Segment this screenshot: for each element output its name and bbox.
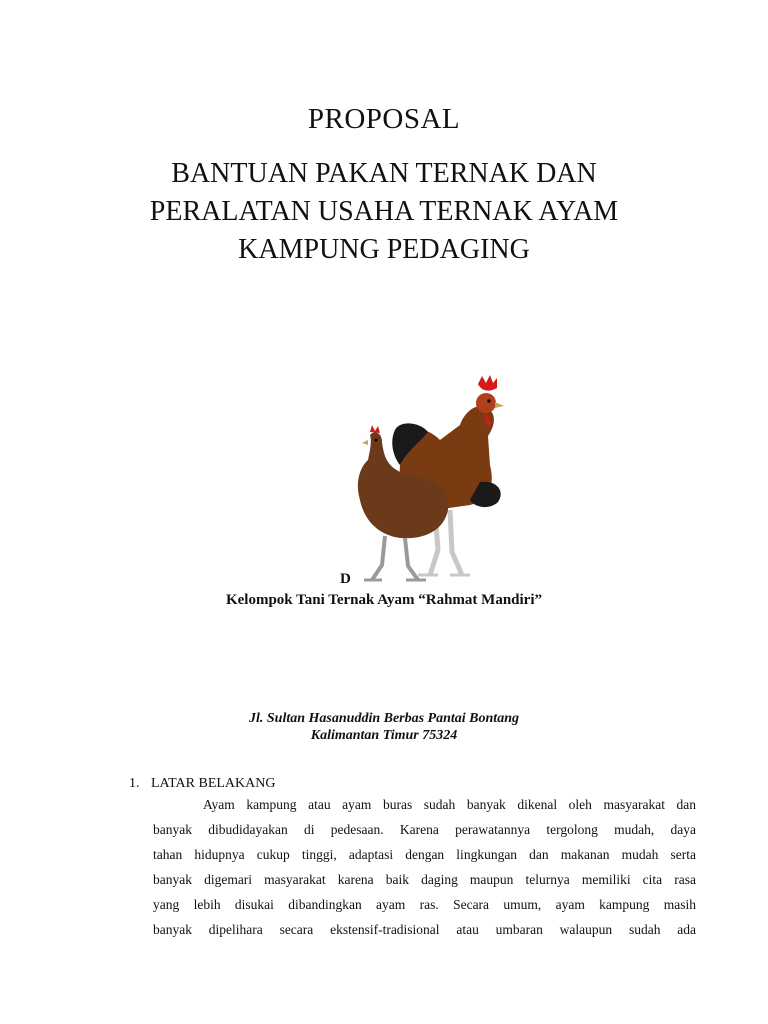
section-number: 1.	[129, 776, 140, 791]
paragraph-line: yang lebih disukai dibandingkan ayam ras. Secara umum, ayam kampung masih	[153, 897, 696, 912]
address-line: Jl. Sultan Hasanuddin Berbas Pantai Bontang	[249, 711, 519, 726]
paragraph-line: Ayam kampung atau ayam buras sudah banyak dikenal oleh masyarakat dan	[203, 797, 696, 812]
paragraph-line: banyak dibudidayakan di pedesaan. Karena perawatannya tergolong mudah, daya	[153, 822, 696, 837]
address-line: Kalimantan Timur 75324	[310, 728, 458, 743]
paragraph-line: tahan hidupnya cukup tinggi, adaptasi dengan lingkungan dan makanan mudah serta	[153, 847, 696, 862]
document-subtitle	[0, 155, 768, 269]
chickens-illustration	[340, 370, 510, 590]
subtitle-line: PERALATAN USAHA TERNAK AYAM	[149, 196, 619, 227]
paragraph-line: banyak digemari masyarakat karena baik daging maupun telurnya memiliki cita rasa	[153, 872, 696, 887]
by-mark: D	[340, 571, 351, 587]
subtitle-line: KAMPUNG PEDAGING	[238, 234, 530, 265]
paragraph-line: banyak dipelihara secara ekstensif-tradisional atau umbaran walaupun sudah ada	[153, 922, 696, 937]
group-name: Kelompok Tani Ternak Ayam “Rahmat Mandiri”	[225, 592, 543, 608]
section-heading	[129, 776, 275, 792]
document-title: PROPOSAL	[307, 103, 461, 135]
address-block	[0, 710, 768, 744]
section-title: LATAR BELAKANG	[151, 776, 276, 791]
subtitle-line: BANTUAN PAKAN TERNAK DAN	[171, 158, 597, 189]
section-body	[153, 792, 696, 942]
